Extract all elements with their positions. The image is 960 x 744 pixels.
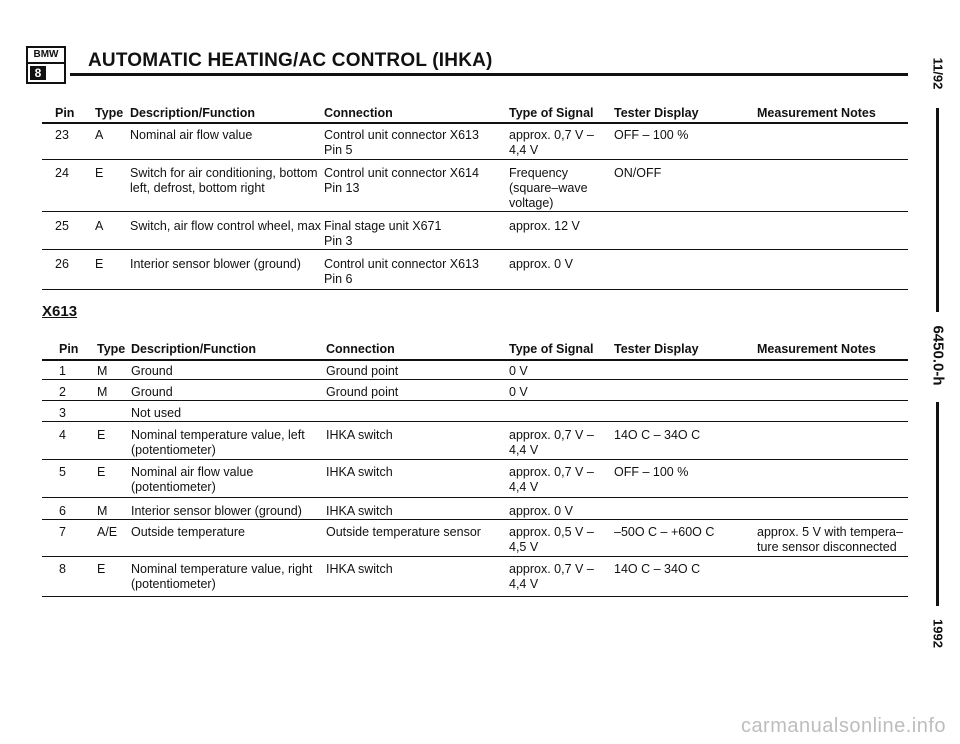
cell-desc: Nominal temperature value, left xyxy=(131,428,305,442)
column-header: Description/Function xyxy=(130,106,255,120)
cell-signal: approx. 0,7 V – xyxy=(509,562,594,576)
cell-conn: Final stage unit X671 xyxy=(324,219,442,233)
cell-type: E xyxy=(95,166,104,180)
cell-signal: Frequency xyxy=(509,166,569,180)
row-rule xyxy=(42,497,908,498)
cell-conn: Control unit connector X614 xyxy=(324,166,479,180)
cell-type: M xyxy=(97,364,108,378)
cell-conn: IHKA switch xyxy=(326,465,393,479)
cell-conn: Pin 13 xyxy=(324,181,360,195)
cell-type: E xyxy=(97,465,106,479)
row-rule xyxy=(42,159,908,160)
cell-display: ON/OFF xyxy=(614,166,662,180)
cell-desc: (potentiometer) xyxy=(131,480,216,494)
side-year: 1992 xyxy=(930,619,946,648)
row-rule xyxy=(42,459,908,460)
cell-signal: 4,4 V xyxy=(509,480,539,494)
cell-signal: 4,5 V xyxy=(509,540,539,554)
cell-pin: 6 xyxy=(59,504,66,518)
column-header: Type of Signal xyxy=(509,342,594,356)
cell-display: OFF – 100 % xyxy=(614,465,689,479)
cell-conn: IHKA switch xyxy=(326,504,393,518)
cell-pin: 1 xyxy=(59,364,66,378)
cell-conn: Control unit connector X613 xyxy=(324,257,479,271)
cell-conn: Outside temperature sensor xyxy=(326,525,481,539)
cell-signal: 0 V xyxy=(509,385,528,399)
cell-desc: left, defrost, bottom right xyxy=(130,181,265,195)
row-rule xyxy=(42,289,908,290)
bmw-logo xyxy=(26,46,66,84)
cell-type: E xyxy=(95,257,104,271)
column-header: Tester Display xyxy=(614,342,699,356)
logo-number: 8 xyxy=(30,66,46,80)
row-rule xyxy=(42,596,908,597)
cell-desc: Switch, air flow control wheel, max xyxy=(130,219,322,233)
cell-desc: Ground xyxy=(131,385,173,399)
cell-signal: approx. 0 V xyxy=(509,257,573,271)
row-rule xyxy=(42,400,908,401)
row-rule xyxy=(42,421,908,422)
cell-display: 14O C – 34O C xyxy=(614,428,701,442)
cell-notes: ture sensor disconnected xyxy=(757,540,897,554)
side-code: 6450.0-h xyxy=(929,325,947,386)
cell-signal: 4,4 V xyxy=(509,443,539,457)
section-label-x613: X613 xyxy=(42,303,78,320)
row-rule xyxy=(42,519,908,520)
cell-conn: Pin 5 xyxy=(324,143,353,157)
header-rule xyxy=(42,122,908,124)
cell-desc: Switch for air conditioning, bottom xyxy=(130,166,318,180)
column-header: Description/Function xyxy=(131,342,256,356)
side-rule-1 xyxy=(936,108,939,312)
row-rule xyxy=(42,249,908,250)
column-header: Connection xyxy=(324,106,393,120)
cell-pin: 8 xyxy=(59,562,66,576)
cell-desc: Ground xyxy=(131,364,173,378)
cell-signal: 0 V xyxy=(509,364,528,378)
column-header: Type xyxy=(97,342,126,356)
cell-desc: Outside temperature xyxy=(131,525,245,539)
row-rule xyxy=(42,556,908,557)
cell-desc: Nominal air flow value xyxy=(131,465,254,479)
cell-desc: Interior sensor blower (ground) xyxy=(130,257,301,271)
cell-pin: 7 xyxy=(59,525,66,539)
column-header: Pin xyxy=(59,342,79,356)
cell-pin: 5 xyxy=(59,465,66,479)
cell-desc: Nominal temperature value, right xyxy=(131,562,313,576)
cell-type: A/E xyxy=(97,525,118,539)
watermark: carmanualsonline.info xyxy=(740,715,946,737)
cell-signal: approx. 0,7 V – xyxy=(509,128,594,142)
column-header: Pin xyxy=(55,106,75,120)
cell-signal: (square–wave xyxy=(509,181,588,195)
cell-conn: Ground point xyxy=(326,364,399,378)
side-rule-2 xyxy=(936,402,939,606)
cell-type: E xyxy=(97,428,106,442)
cell-pin: 26 xyxy=(55,257,69,271)
cell-type: E xyxy=(97,562,106,576)
cell-pin: 3 xyxy=(59,406,66,420)
cell-conn: Ground point xyxy=(326,385,399,399)
cell-desc: Not used xyxy=(131,406,182,420)
cell-desc: Nominal air flow value xyxy=(130,128,253,142)
logo-brand-text: BMW xyxy=(28,48,64,64)
cell-signal: approx. 12 V xyxy=(509,219,580,233)
column-header: Type xyxy=(95,106,124,120)
cell-desc: (potentiometer) xyxy=(131,443,216,457)
cell-conn: Control unit connector X613 xyxy=(324,128,479,142)
cell-signal: approx. 0,5 V – xyxy=(509,525,594,539)
title-rule xyxy=(70,73,908,76)
row-rule xyxy=(42,211,908,212)
cell-conn: Pin 6 xyxy=(324,272,353,286)
cell-type: A xyxy=(95,219,104,233)
cell-pin: 25 xyxy=(55,219,69,233)
cell-conn: IHKA switch xyxy=(326,562,393,576)
cell-conn: IHKA switch xyxy=(326,428,393,442)
header-rule xyxy=(42,359,908,361)
cell-display: OFF – 100 % xyxy=(614,128,689,142)
cell-type: M xyxy=(97,385,108,399)
side-date: 11/92 xyxy=(930,57,946,90)
cell-display: 14O C – 34O C xyxy=(614,562,701,576)
cell-signal: voltage) xyxy=(509,196,554,210)
page-title: AUTOMATIC HEATING/AC CONTROL (IHKA) xyxy=(88,50,493,71)
cell-notes: approx. 5 V with tempera– xyxy=(757,525,903,539)
cell-signal: approx. 0 V xyxy=(509,504,573,518)
column-header: Tester Display xyxy=(614,106,699,120)
cell-desc: Interior sensor blower (ground) xyxy=(131,504,302,518)
cell-type: M xyxy=(97,504,108,518)
row-rule xyxy=(42,379,908,380)
cell-desc: (potentiometer) xyxy=(131,577,216,591)
cell-display: –50O C – +60O C xyxy=(614,525,715,539)
cell-signal: 4,4 V xyxy=(509,577,539,591)
cell-signal: approx. 0,7 V – xyxy=(509,428,594,442)
cell-pin: 23 xyxy=(55,128,69,142)
cell-conn: Pin 3 xyxy=(324,234,353,248)
cell-signal: 4,4 V xyxy=(509,143,539,157)
cell-signal: approx. 0,7 V – xyxy=(509,465,594,479)
column-header: Measurement Notes xyxy=(757,106,876,120)
cell-pin: 4 xyxy=(59,428,66,442)
cell-pin: 24 xyxy=(55,166,69,180)
cell-pin: 2 xyxy=(59,385,66,399)
cell-type: A xyxy=(95,128,104,142)
column-header: Type of Signal xyxy=(509,106,594,120)
column-header: Measurement Notes xyxy=(757,342,876,356)
column-header: Connection xyxy=(326,342,395,356)
